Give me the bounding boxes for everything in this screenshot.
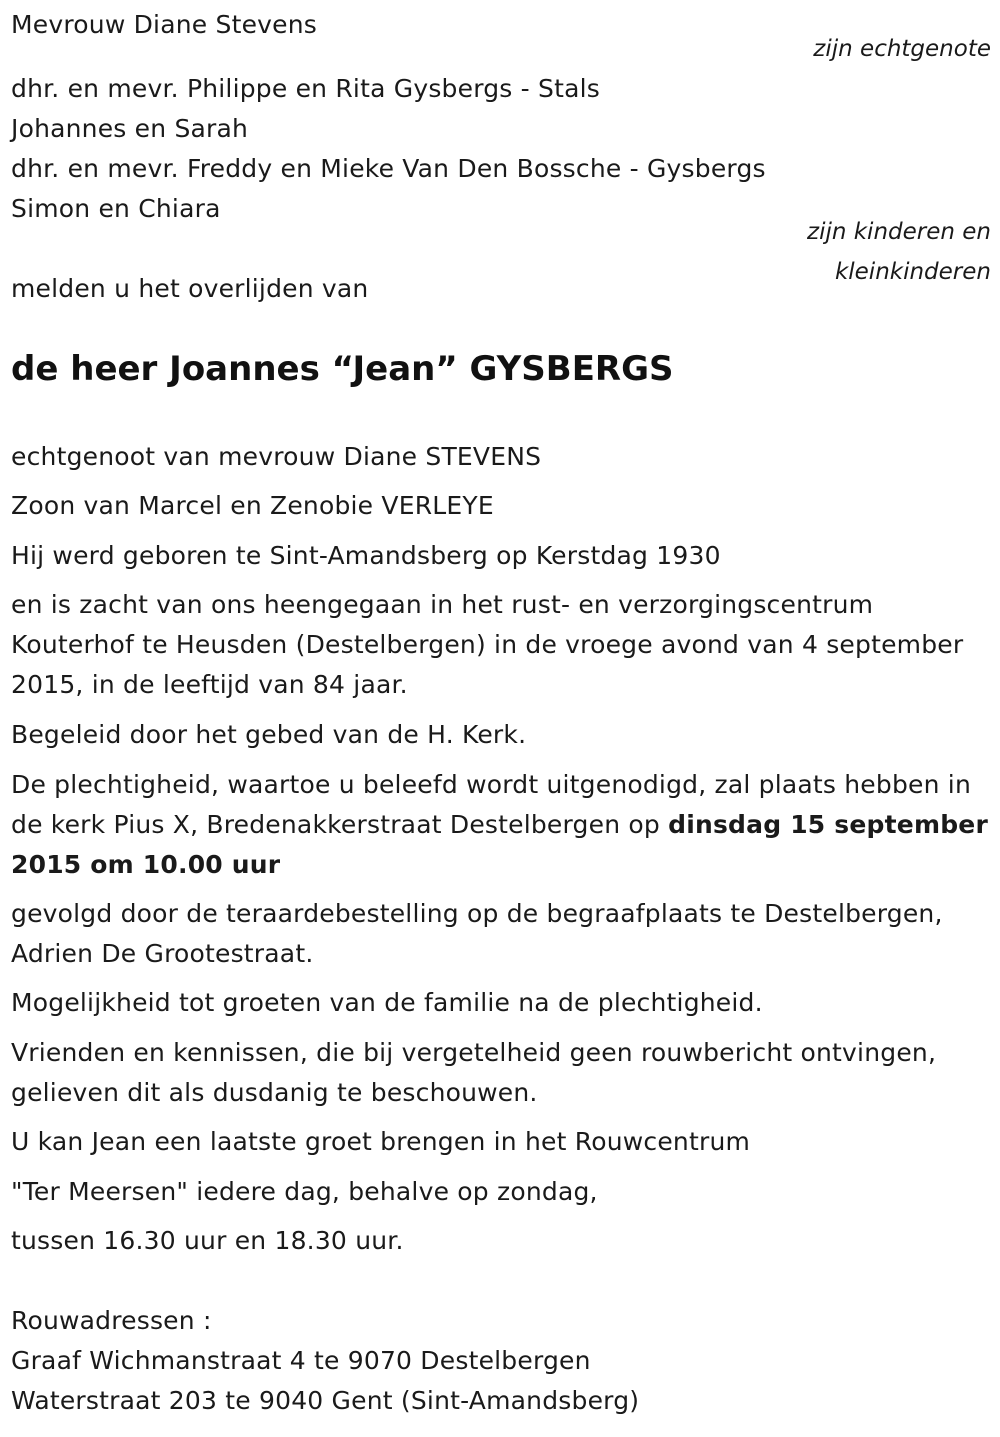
visit-line: U kan Jean een laatste groet brengen in het Rouwcentrum (11, 1127, 751, 1156)
friends-note: Vrienden en kennissen, die bij vergetelheid geen rouwbericht ontvingen, gelieven dit als dusdanig te beschouwen. (11, 1038, 937, 1107)
ceremony-info (11, 765, 996, 885)
obituary-notice (11, 0, 991, 1437)
grandchildren-line: Simon en Chiara (11, 194, 221, 223)
grandchildren-line: Johannes en Sarah (11, 114, 249, 143)
address-line: Waterstraat 203 te 9040 Gent (Sint-Amandsberg) (11, 1386, 640, 1415)
child-line: dhr. en mevr. Philippe en Rita Gysbergs - Stals (11, 74, 601, 103)
children-role: zijn kinderen en (807, 219, 991, 245)
announcement: melden u het overlijden van (11, 274, 369, 303)
ceremony-date: dinsdag 15 september 2015 om 10.00 uur (11, 810, 988, 879)
spouse-role: zijn echtgenote (813, 36, 991, 62)
spouse-of: echtgenoot van mevrouw Diane STEVENS (11, 442, 542, 471)
grandchildren-role: kleinkinderen (834, 259, 991, 285)
parents: Zoon van Marcel en Zenobie VERLEYE (11, 491, 494, 520)
ceremony-intro: De plechtigheid, waartoe u beleefd wordt uitgenodigd, zal plaats hebben in de kerk Pius X, Bredenakkerstraat Destelbergen op (11, 770, 971, 839)
addresses-heading: Rouwadressen : (11, 1306, 212, 1335)
birth-info: Hij werd geboren te Sint-Amandsberg op Kerstdag 1930 (11, 541, 721, 570)
burial-info: gevolgd door de teraardebestelling op de begraafplaats te Destelbergen, Adrien De Grootestraat. (11, 899, 943, 968)
passing-info: en is zacht van ons heengegaan in het rust- en verzorgingscentrum Kouterhof te Heusden (Destelbergen) in de vroege avond van 4 september 2015, in de leeftijd van 84 jaar. (11, 590, 964, 699)
spouse-name: Mevrouw Diane Stevens (11, 10, 317, 39)
child-line: dhr. en mevr. Freddy en Mieke Van Den Bossche - Gysbergs (11, 154, 766, 183)
address-line: Graaf Wichmanstraat 4 te 9070 Destelbergen (11, 1346, 591, 1375)
church-line: Begeleid door het gebed van de H. Kerk. (11, 720, 527, 749)
deceased-name: de heer Joannes “Jean” GYSBERGS (11, 349, 674, 389)
visit-hours: tussen 16.30 uur en 18.30 uur. (11, 1226, 404, 1255)
condolences-info: Mogelijkheid tot groeten van de familie na de plechtigheid. (11, 988, 763, 1017)
visit-line: "Ter Meersen" iedere dag, behalve op zondag, (11, 1177, 598, 1206)
